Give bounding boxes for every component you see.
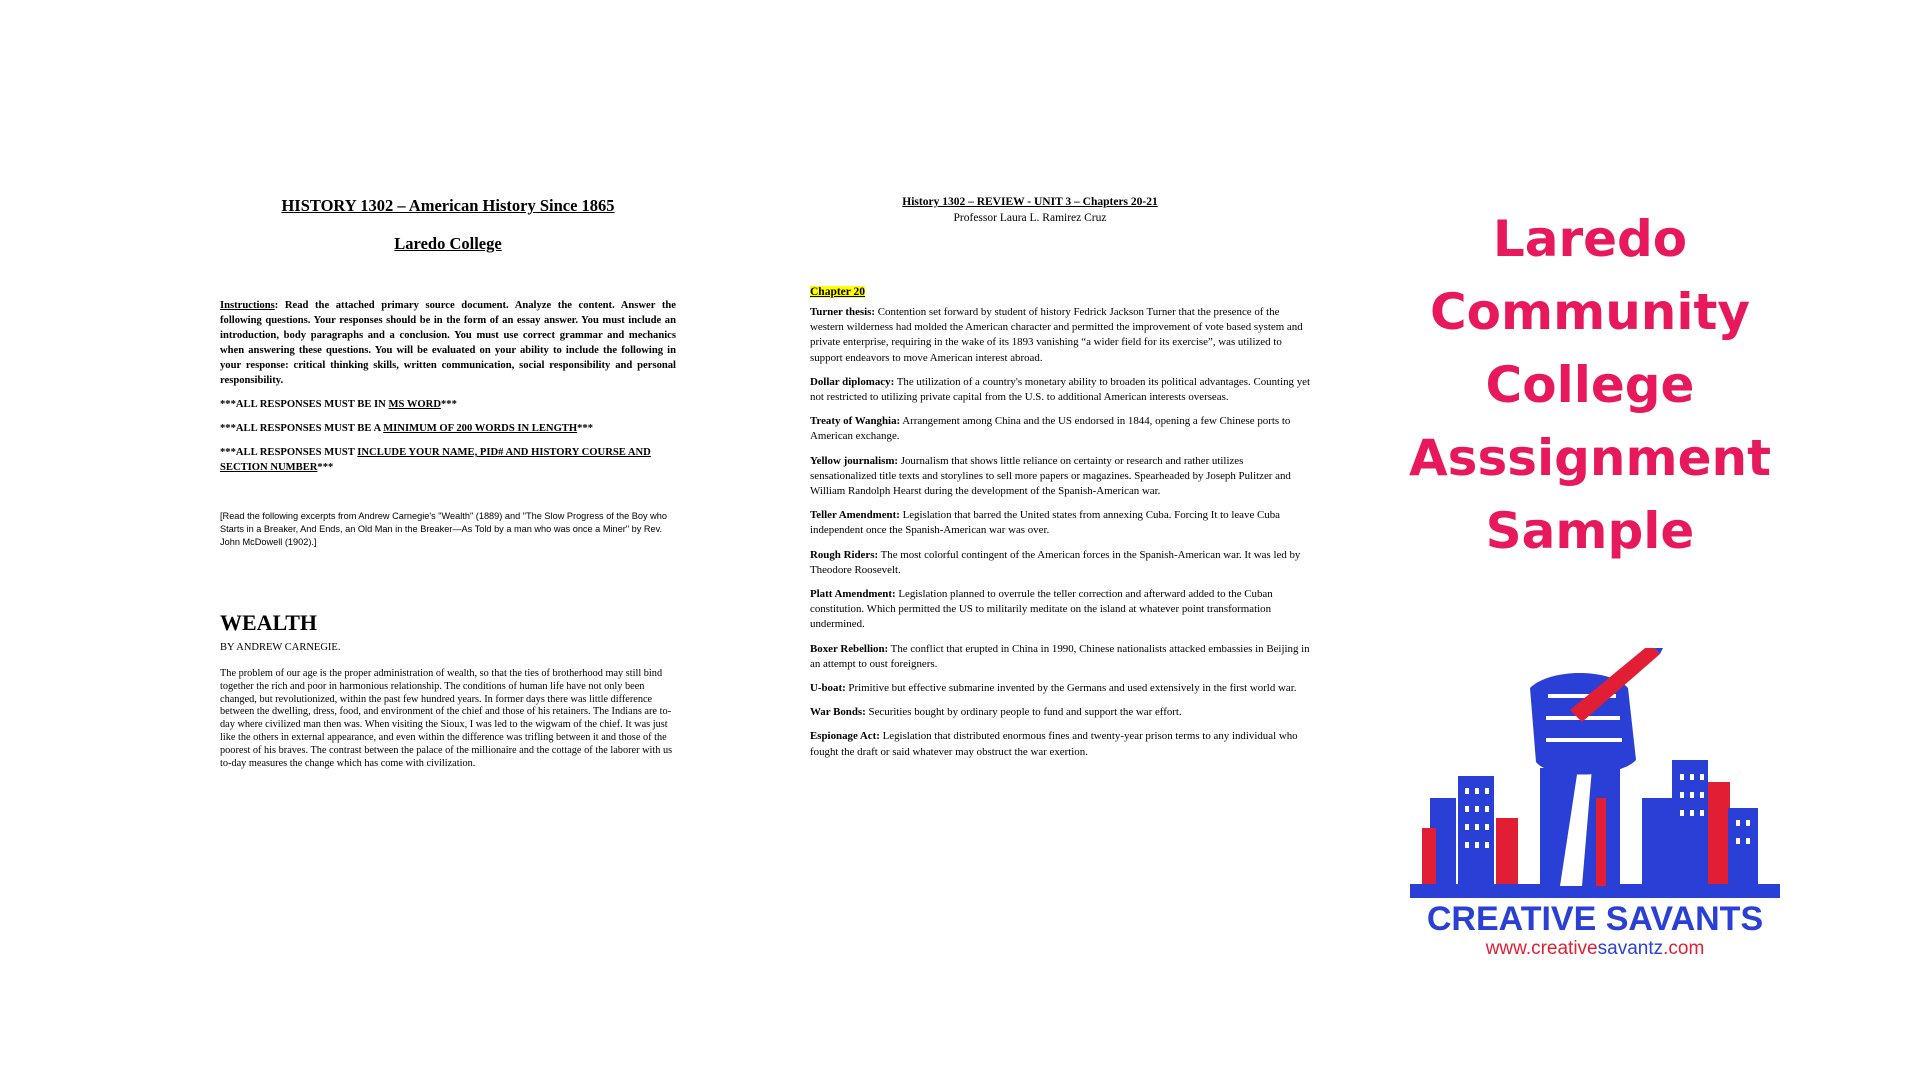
req2-post: *** xyxy=(577,423,594,434)
chapter-label: Chapter 20 xyxy=(810,286,866,298)
url-mid: savantz xyxy=(1597,938,1664,959)
term-entry xyxy=(810,305,1310,366)
req3-post: *** xyxy=(317,462,334,473)
term-name: Boxer Rebellion: xyxy=(810,642,889,655)
wealth-heading: WEALTH xyxy=(220,610,318,635)
term-name: Turner thesis: xyxy=(810,306,876,318)
professor-name: Professor Laura L. Ramirez Cruz xyxy=(953,212,1107,224)
title-line: Community xyxy=(1429,283,1751,341)
term-entry xyxy=(810,705,1310,720)
term-definition: The conflict that erupted in China in 1990, Chinese nationalists attacked embassies in Beijing in an attempt to oust foreigners. xyxy=(810,642,1310,670)
term-entry xyxy=(810,454,1310,500)
title-line: Sample xyxy=(1485,502,1695,560)
term-definition: Legislation that barred the United states from annexing Cuba. Forcing It to leave Cuba independent once the Spanish-American war was over. xyxy=(810,509,1281,537)
url-pre: www.creative xyxy=(1485,938,1598,959)
term-entry xyxy=(810,508,1310,538)
title-line: College xyxy=(1485,356,1695,414)
term-name: U-boat: xyxy=(810,682,846,695)
college-name: Laredo College xyxy=(394,234,502,253)
instructions-text: : Read the attached primary source document. Analyze the content. Answer the following questions. Your responses should be in the form of an essay answer. You must include an introduction, body paragraphs and a conclusion. You must use correct grammar and mechanics when answering these questions. You will be evaluated on your ability to include the following in your response: critical thinking skills, written communication, social responsibility and personal responsibility. xyxy=(220,300,676,386)
term-name: War Bonds: xyxy=(810,706,866,719)
term-name: Platt Amendment: xyxy=(810,588,896,601)
terms-list xyxy=(810,305,1310,760)
logo-url xyxy=(1485,938,1705,959)
sample-title xyxy=(1390,203,1790,568)
logo-name: CREATIVE SAVANTS xyxy=(1426,900,1764,938)
creative-savants-logo xyxy=(1410,648,1780,974)
title-line: Laredo xyxy=(1492,210,1688,268)
assignment-document xyxy=(220,196,676,770)
term-entry xyxy=(810,642,1310,672)
review-header: History 1302 – REVIEW - UNIT 3 – Chapters 20-21 xyxy=(902,196,1158,208)
instructions-label: Instructions xyxy=(220,300,275,311)
req1-post: *** xyxy=(440,399,457,410)
requirement-ms-word xyxy=(220,397,676,412)
term-name: Dollar diplomacy: xyxy=(810,375,895,388)
term-entry xyxy=(810,729,1310,759)
title-line: Asssignment xyxy=(1408,429,1771,487)
term-definition: The most colorful contingent of the American forces in the Spanish-American war. It was led by Theodore Roosevelt. xyxy=(810,548,1301,576)
term-definition: Contention set forward by student of history Fedrick Jackson Turner that the presence of the western wilderness had molded the American character and permitted the improvement of vote based system and private enterprise, requiring in the wake of its 1893 vanishing “a wider field for its exercise”, was utilized to support endeavors to move American interest abroad. xyxy=(810,306,1303,364)
term-entry xyxy=(810,681,1310,696)
instructions xyxy=(220,298,676,388)
requirement-name-pid xyxy=(220,445,676,475)
term-name: Treaty of Wanghia: xyxy=(810,415,901,428)
wealth-paragraph: The problem of our age is the proper administration of wealth, so that the ties of brotherhood may still bind together the rich and poor in harmonious relationship. The conditions of human life have not only been changed, but revolutionized, within the past few hundred years. In former days there was little difference between the dwelling, dress, food, and environment of the chief and those of his retainers. The Indians are to-day where civilized man then was. When visiting the Sioux, I was led to the wigwam of the chief. It was just like the others in external appearance, and even within the difference was trifling between it and those of the poorest of his braves. The contrast between the palace of the millionaire and the cottage of the laborer with us to-day measures the change which has come with civilization. xyxy=(220,668,673,769)
req3-pre: ***ALL RESPONSES MUST xyxy=(220,447,358,458)
reading-note: [Read the following excerpts from Andrew Carnegie's "Wealth" (1889) and "The Slow Progress of the Boy who Starts in a Breaker, And Ends, an Old Man in the Breaker—As Told by a man who was once a Miner" by Rev. John McDowell (1902).] xyxy=(220,511,667,547)
term-entry xyxy=(810,548,1310,578)
term-definition: Legislation planned to overrule the teller correction and afterward added to the Cuban constitution. Which permitted the US to militarily meditate on the island at whatever point transformation undermined. xyxy=(810,588,1273,631)
term-definition: Securities bought by ordinary people to fund and support the war effort. xyxy=(865,706,1182,719)
term-definition: The utilization of a country's monetary ability to broaden its political advantages. Counting yet not restricted to utilizing private capital from the U.S. to additional American interests overseas. xyxy=(810,375,1311,404)
term-definition: Legislation that distributed enormous fines and twenty-year prison terms to any individual who fought the draft or said whatever may obstruct the war exertion. xyxy=(810,730,1298,758)
req2-pre: ***ALL RESPONSES MUST BE A xyxy=(220,423,384,434)
req2-underlined: MINIMUM OF 200 WORDS IN LENGTH xyxy=(383,423,578,434)
req3-underlined: INCLUDE YOUR NAME, PID# AND HISTORY COURSE AND SECTION NUMBER xyxy=(220,447,651,473)
term-entry xyxy=(810,587,1310,633)
term-definition: Journalism that shows little reliance on certainty or research and rather utilizes sensationalized title texts and storylines to sell more papers or magazines. Spearheaded by Joseph Pulitzer and William Randolph Hearst during the development of the Spanish-American war. xyxy=(810,454,1291,498)
review-document xyxy=(810,196,1310,769)
req1-pre: ***ALL RESPONSES MUST BE IN xyxy=(220,399,389,410)
term-name: Rough Riders: xyxy=(810,548,879,561)
url-post: .com xyxy=(1663,938,1705,959)
term-definition: Arrangement among China and the US endorsed in 1844, opening a few Chinese ports to American exchange. xyxy=(810,415,1291,443)
term-definition: Primitive but effective submarine invented by the Germans and used extensively in the first world war. xyxy=(845,682,1297,695)
byline: BY ANDREW CARNEGIE. xyxy=(220,642,341,653)
term-name: Espionage Act: xyxy=(810,730,880,743)
term-entry xyxy=(810,414,1310,444)
requirement-min-words xyxy=(220,421,676,436)
term-name: Teller Amendment: xyxy=(810,509,900,522)
course-title: HISTORY 1302 – American History Since 1865 xyxy=(281,196,615,215)
term-entry xyxy=(810,375,1310,405)
req1-underlined: MS WORD xyxy=(388,399,441,410)
term-name: Yellow journalism: xyxy=(810,454,899,467)
